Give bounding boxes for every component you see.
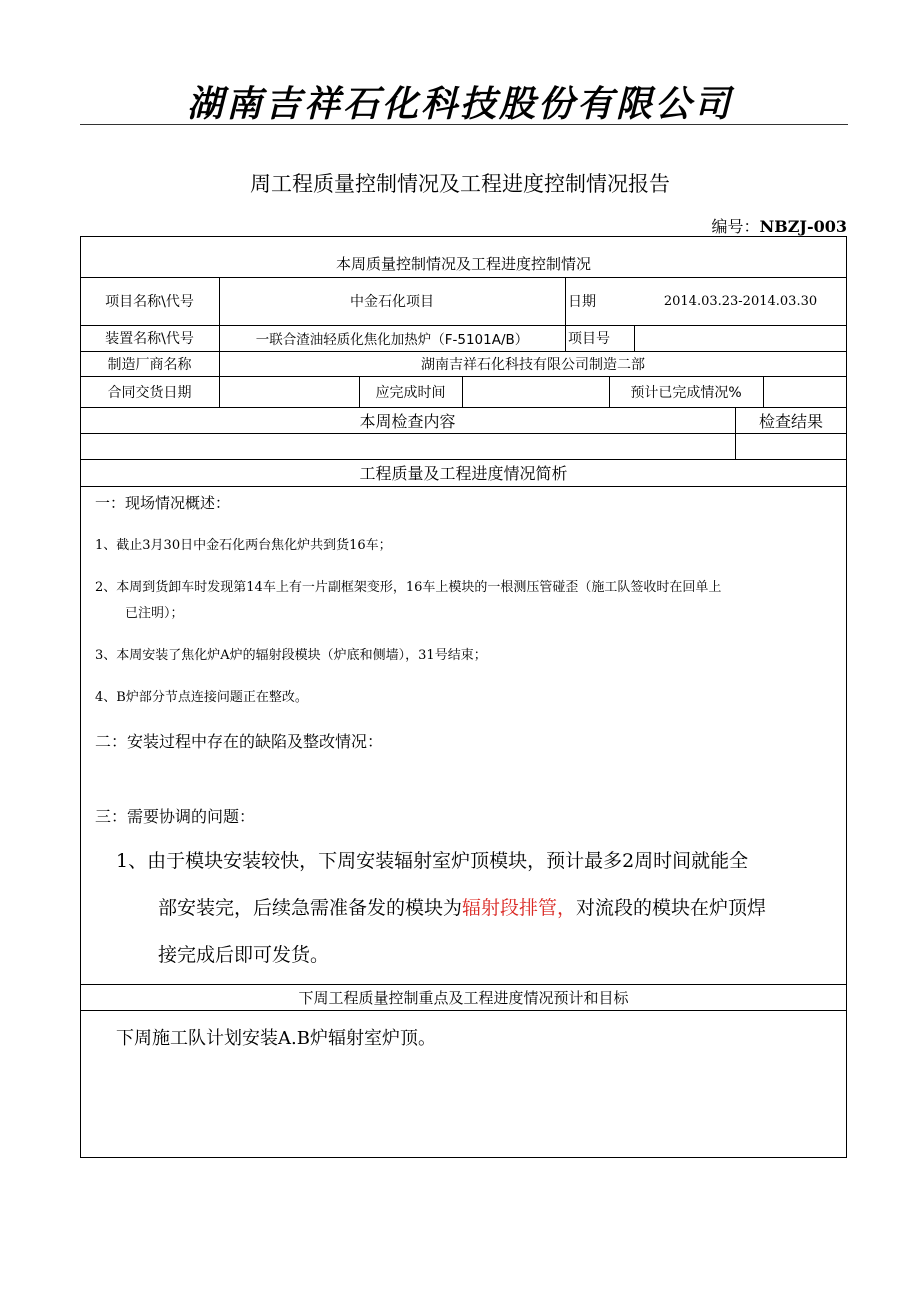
maker-value: 湖南吉祥石化科技有限公司制造二部: [421, 356, 645, 373]
coord-line-2b: 对流段的模块在炉顶焊: [576, 897, 767, 919]
progress-value: [768, 376, 843, 407]
doc-no-label: 编号：: [711, 217, 760, 236]
status-item-1: 1、截止3月30日中金石化两台焦化炉共到货16车；: [95, 538, 392, 553]
contract-value: [224, 376, 354, 407]
document-number: [712, 214, 847, 237]
coord-line-1: 1、由于模块安装较快，下周安装辐射室炉顶模块，预计最多2周时间就能全: [116, 850, 749, 872]
next-week-plan: 下周施工队计划安装A.B炉辐射室炉顶。: [116, 1028, 436, 1049]
result-label: 检查结果: [758, 411, 823, 431]
progress-label: 预计已完成情况%: [630, 384, 742, 401]
status-item-4: 4、B炉部分节点连接问题正在整改。: [95, 690, 308, 705]
col-divider: [462, 376, 463, 407]
status-item-2: 2、本周到货卸车时发现第14车上有一片副框架变形，16车上模块的一根测压管碰歪（施工队签收时在回单上: [95, 580, 722, 595]
status-item-2-cont: 已注明）；: [125, 606, 184, 621]
status-item-3: 3、本周安装了焦化炉A炉的辐射段模块（炉底和侧墙），31号结束；: [95, 648, 487, 663]
report-title: 周工程质量控制情况及工程进度控制情况报告: [250, 172, 670, 196]
section2-title: 二：安装过程中存在的缺陷及整改情况：: [95, 732, 384, 751]
item-no-label: 项目号: [568, 331, 610, 347]
device-label: 装置名称\代号: [105, 331, 194, 347]
coord-line-2a: 部安装完，后续急需准备发的模块为: [158, 897, 463, 919]
device-value: 一联合渣油轻质化焦化加热炉（F-5101A/B）: [255, 332, 529, 348]
date-label: 日期: [568, 294, 596, 310]
section1-title: 一：现场情况概述：: [95, 494, 231, 512]
coord-line-2: [158, 893, 766, 920]
project-value: 中金石化项目: [350, 294, 434, 310]
coord-highlight: 辐射段排管，: [462, 897, 577, 919]
next-week-title: 下周工程质量控制重点及工程进度情况预计和目标: [298, 988, 629, 1007]
due-label: 应完成时间: [375, 384, 446, 401]
analysis-title: 工程质量及工程进度情况简析: [359, 464, 568, 483]
coord-line-3: 接完成后即可发货。: [158, 944, 330, 966]
header-rule: [80, 124, 848, 125]
project-label: 项目名称\代号: [105, 294, 194, 310]
section-title: 本周质量控制情况及工程进度控制情况: [335, 255, 591, 273]
section3-title: 三：需要协调的问题：: [95, 807, 256, 826]
contract-label: 合同交货日期: [107, 384, 192, 401]
date-value: 2014.03.23-2014.03.30: [663, 293, 818, 309]
company-name: 湖南吉祥石化科技股份有限公司: [186, 83, 733, 125]
maker-label: 制造厂商名称: [107, 356, 192, 373]
row-divider: [80, 433, 847, 434]
col-divider: [634, 325, 635, 351]
due-value: [466, 376, 606, 407]
item-no-value: [640, 325, 840, 351]
doc-no-value: NBZJ-003: [759, 217, 847, 236]
inspect-label: 本周检查内容: [359, 411, 456, 431]
row-divider: [80, 1010, 847, 1011]
col-divider: [565, 277, 566, 351]
row-divider: [80, 486, 847, 487]
col-divider: [763, 376, 764, 407]
